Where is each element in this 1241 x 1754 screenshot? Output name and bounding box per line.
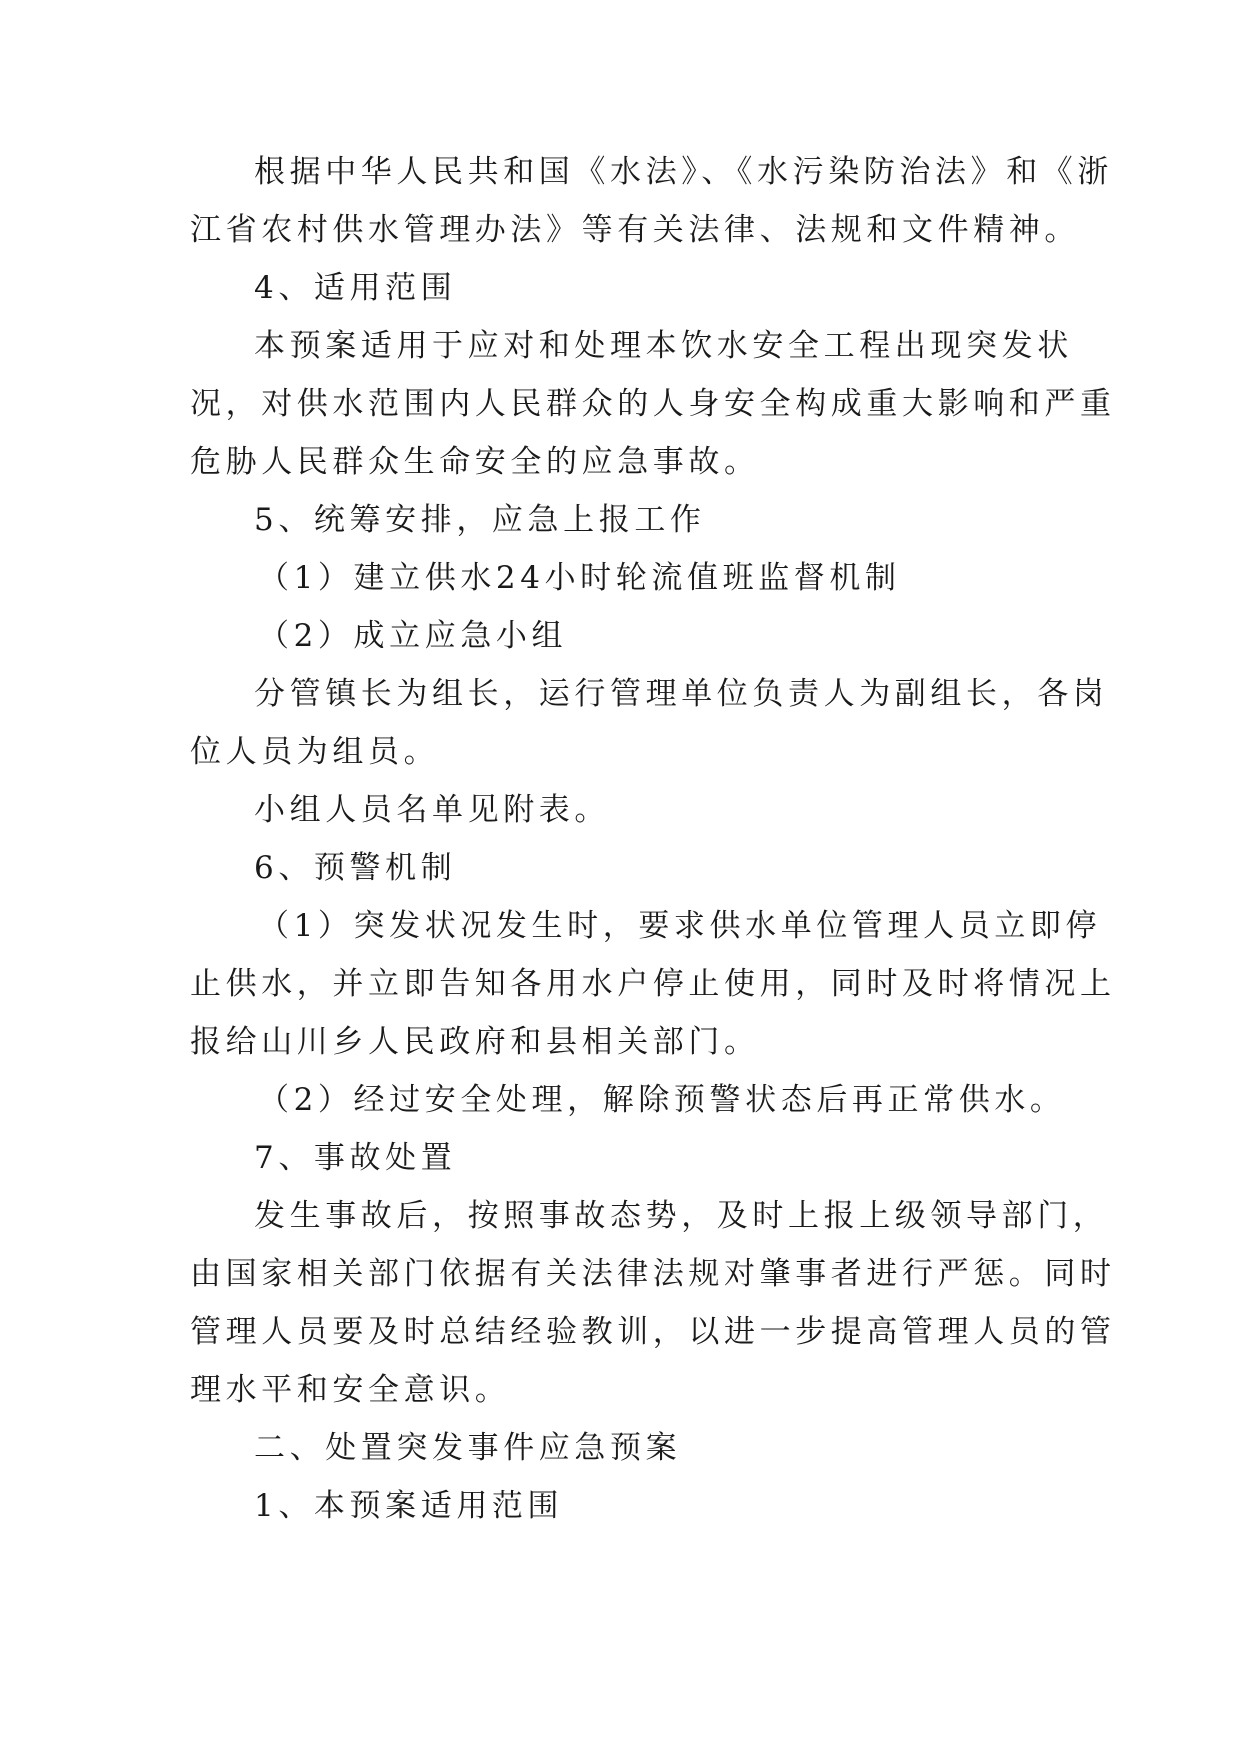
item-warning-1-line-3: 报给山川乡人民政府和县相关部门。 — [190, 1024, 760, 1060]
item-warning-1-line-2: 止供水，并立即告知各用水户停止使用，同时及时将情况上 — [190, 966, 1116, 1002]
heading-warning: 6、预警机制 — [254, 850, 457, 886]
paragraph-scope-line-3: 危胁人民群众生命安全的应急事故。 — [190, 444, 760, 480]
item-warning-1-line-1: （1）突发状况发生时，要求供水单位管理人员立即停 — [258, 908, 1102, 944]
paragraph-accident-line-4: 理水平和安全意识。 — [190, 1372, 511, 1408]
paragraph-team-list: 小组人员名单见附表。 — [254, 792, 610, 828]
item-duty-mechanism: （1）建立供水24小时轮流值班监督机制 — [258, 560, 901, 596]
paragraph-scope-line-2: 况，对供水范围内人民群众的人身安全构成重大影响和严重 — [190, 386, 1116, 422]
heading-section-two: 二、处置突发事件应急预案 — [254, 1430, 682, 1466]
paragraph-legal-basis-line-2: 江省农村供水管理办法》等有关法律、法规和文件精神。 — [190, 212, 1080, 248]
heading-accident-handling: 7、事故处置 — [254, 1140, 457, 1176]
paragraph-accident-line-2: 由国家相关部门依据有关法律法规对肇事者进行严惩。同时 — [190, 1256, 1116, 1292]
paragraph-accident-line-1: 发生事故后，按照事故态势，及时上报上级领导部门， — [254, 1198, 1109, 1234]
paragraph-team-line-1: 分管镇长为组长，运行管理单位负责人为副组长，各岗 — [254, 676, 1109, 712]
paragraph-accident-line-3: 管理人员要及时总结经验教训，以进一步提高管理人员的管 — [190, 1314, 1116, 1350]
heading-plan-scope: 1、本预案适用范围 — [254, 1488, 564, 1524]
paragraph-scope-line-1: 本预案适用于应对和处理本饮水安全工程出现突发状 — [254, 328, 1073, 364]
heading-coordination: 5、统筹安排，应急上报工作 — [254, 502, 706, 538]
heading-scope: 4、适用范围 — [254, 270, 457, 306]
item-emergency-team: （2）成立应急小组 — [258, 618, 568, 654]
item-warning-2: （2）经过安全处理，解除预警状态后再正常供水。 — [258, 1082, 1066, 1118]
paragraph-legal-basis-line-1: 根据中华人民共和国《水法》、《水污染防治法》和《浙 — [254, 154, 1113, 190]
paragraph-team-line-2: 位人员为组员。 — [190, 734, 440, 770]
